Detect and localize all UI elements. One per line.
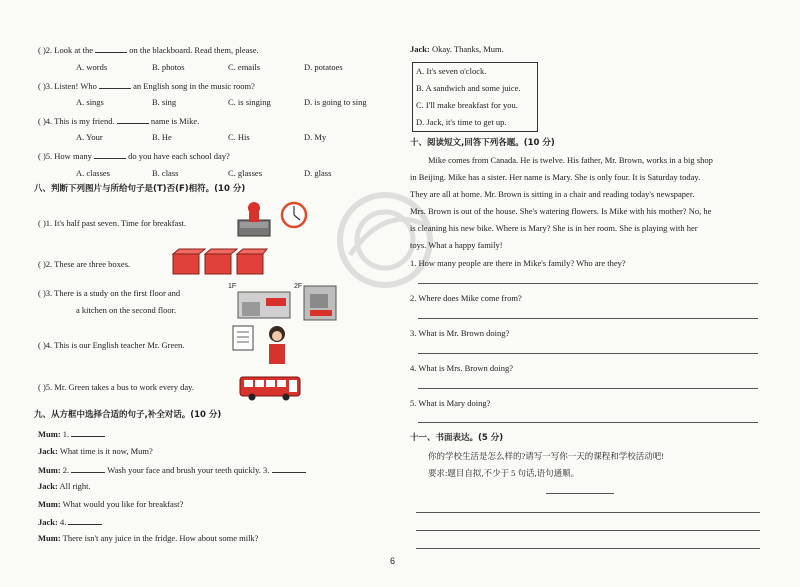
option: B. class <box>152 168 179 178</box>
dialog-line-5: Mum: What would you like for breakfast? <box>38 499 184 509</box>
passage-line-4: Mrs. Brown is out of the house. She's watering flowers. Is Mike with his mother? No, he <box>410 206 712 216</box>
s8-item-3: ( )3. There is a study on the first floor and <box>38 288 181 298</box>
option: A. words <box>76 62 108 72</box>
breakfast-clock-picture <box>236 198 310 240</box>
dialog-line-7: Mum: There isn't any juice in the fridge. How about some milk? <box>38 533 259 543</box>
answer-blank[interactable] <box>117 115 149 124</box>
s8-item-4: ( )4. This is our English teacher Mr. Green. <box>38 340 185 350</box>
passage-line-2: in Beijing. Mike has a sister. Her name is Mary. She is only four. It is Saturday today. <box>410 172 701 182</box>
dialog-line-2: Jack: What time is it now, Mum? <box>38 446 153 456</box>
option: A. classes <box>76 168 110 178</box>
page-number: 6 <box>390 556 396 566</box>
answer-line[interactable] <box>418 283 758 284</box>
writing-line[interactable] <box>416 512 760 513</box>
option: A. Your <box>76 132 103 142</box>
option: C. glasses <box>228 168 262 178</box>
floor-label-1f: 1F <box>228 283 237 290</box>
option: C. His <box>228 132 250 142</box>
writing-line[interactable] <box>416 548 760 549</box>
option: B. sing <box>152 97 177 107</box>
question-3: ( )3. Listen! Who an English song in the music room? <box>38 81 255 91</box>
dialog-line-8: Jack: Okay. Thanks, Mum. <box>410 44 504 54</box>
answer-line[interactable] <box>418 318 758 319</box>
reading-question-5: 5. What is Mary doing? <box>410 398 491 408</box>
option: D. My <box>304 132 327 142</box>
s8-item-3-cont: a kitchen on the second floor. <box>76 305 177 315</box>
answer-line[interactable] <box>418 388 758 389</box>
answer-blank[interactable] <box>71 428 105 437</box>
box-option-b: B. A sandwich and some juice. <box>416 83 521 93</box>
dialog-line-1: Mum: 1. <box>38 428 105 439</box>
box-option-a: A. It's seven o'clock. <box>416 66 487 76</box>
option: D. is going to sing <box>304 97 367 107</box>
answer-line[interactable] <box>418 353 758 354</box>
answer-blank[interactable] <box>272 464 306 473</box>
answer-blank[interactable] <box>68 516 102 525</box>
option: A. sings <box>76 97 104 107</box>
reading-question-2: 2. Where does Mike come from? <box>410 293 522 303</box>
box-option-c: C. I'll make breakfast for you. <box>416 100 518 110</box>
answer-blank[interactable] <box>95 44 127 53</box>
option: B. He <box>152 132 172 142</box>
section-11-title: 十一、书面表达。(5 分) <box>410 433 504 443</box>
option: C. is singing <box>228 97 271 107</box>
writing-requirement: 要求:题目自拟,不少于 5 句话,语句通顺。 <box>428 468 580 478</box>
dialog-line-6: Jack: 4. <box>38 516 102 527</box>
s8-item-1: ( )1. It's half past seven. Time for breakfast. <box>38 218 187 228</box>
s8-item-2: ( )2. These are three boxes. <box>38 259 131 269</box>
box-option-d: D. Jack, it's time to get up. <box>416 117 507 127</box>
dialog-line-3: Mum: 2. Wash your face and brush your teeth quickly. 3. <box>38 464 306 475</box>
passage-line-5: is cleaning his new bike. Where is Mary? She is in her room. She is playing with her <box>410 223 698 233</box>
three-boxes-picture <box>171 248 269 278</box>
writing-prompt: 你的学校生活是怎么样的?请写一写你一天的课程和学校活动吧! <box>428 451 665 461</box>
answer-blank[interactable] <box>71 464 105 473</box>
question-4: ( )4. This is my friend. name is Mike. <box>38 116 200 126</box>
bus-picture <box>238 374 304 402</box>
question-2: ( )2. Look at the on the blackboard. Read them, please. <box>38 45 259 55</box>
passage-line-1: Mike comes from Canada. He is twelve. His father, Mr. Brown, works in a big shop <box>428 155 713 165</box>
answer-blank[interactable] <box>99 80 131 89</box>
reading-question-1: 1. How many people are there in Mike's family? Who are they? <box>410 258 626 268</box>
reading-question-4: 4. What is Mrs. Brown doing? <box>410 363 514 373</box>
floors-picture <box>236 284 340 322</box>
floor-label-2f: 2F <box>294 283 303 290</box>
answer-line[interactable] <box>418 422 758 423</box>
passage-line-6: toys. What a happy family! <box>410 240 503 250</box>
option: D. potatoes <box>304 62 343 72</box>
section-9-title: 九、从方框中选择合适的句子,补全对话。(10 分) <box>34 410 222 420</box>
s8-item-5: ( )5. Mr. Green takes a bus to work every day. <box>38 382 194 392</box>
section-8-title: 八、判断下列图片与所给句子是(T)否(F)相符。(10 分) <box>34 184 246 194</box>
option: C. emails <box>228 62 261 72</box>
option: B. photos <box>152 62 185 72</box>
teacher-picture <box>231 322 305 368</box>
option: D. glass <box>304 168 332 178</box>
title-line[interactable] <box>546 493 614 494</box>
dialog-line-4: Jack: All right. <box>38 481 91 491</box>
passage-line-3: They are all at home. Mr. Brown is sitting in a chair and reading today's newspaper. <box>410 189 695 199</box>
writing-line[interactable] <box>416 530 760 531</box>
answer-blank[interactable] <box>94 150 126 159</box>
question-5: ( )5. How many do you have each school day? <box>38 151 230 161</box>
section-10-title: 十、阅读短文,回答下列各题。(10 分) <box>410 138 555 148</box>
reading-question-3: 3. What is Mr. Brown doing? <box>410 328 510 338</box>
